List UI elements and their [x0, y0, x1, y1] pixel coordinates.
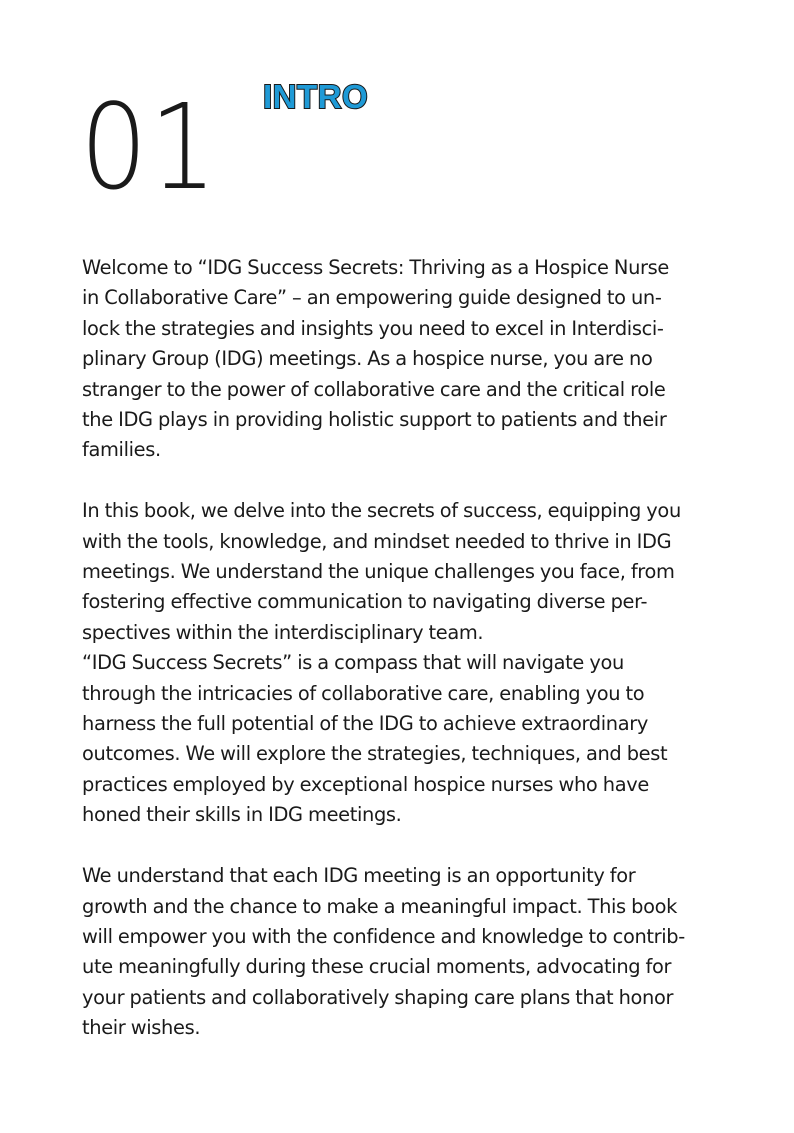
paragraph-in-this-book: In this book, we delve into the secrets of success, equipping you with the tools, knowledge, and mindset needed to thrive in IDG meetings. We understand the unique challenges you face, from fostering effective communication to navigating diverse per- spectives within the interdisciplinary team. — [82, 499, 681, 644]
paragraph-opportunity: We understand that each IDG meeting is an opportunity for growth and the chance to make a meaningful impact. This book will empower you with the confidence and knowledge to contrib- ute meaningfully during these crucial moments, advocating for your patients and collaboratively shaping care plans that honor their wishes. — [82, 864, 685, 1040]
section-title: INTRO — [263, 78, 369, 115]
body-text — [82, 253, 722, 1044]
chapter-number: 01 — [80, 78, 219, 216]
paragraph-compass: “IDG Success Secrets” is a compass that will navigate you through the intricacies of collaborative care, enabling you to harness the full potential of the IDG to achieve extraordinary outcomes. We will explore the strategies, techniques, and best practices employed by exceptional hospice nurses who have honed their skills in IDG meetings. — [82, 651, 668, 827]
paragraph-welcome: Welcome to “IDG Success Secrets: Thriving as a Hospice Nurse in Collaborative Care” – an empowering guide designed to un- lock the strategies and insights you need to excel in Interdisci- plinary Group (IDG) meetings. As a hospice nurse, you are no stranger to the power of collaborative care and the critical role the IDG plays in providing holistic support to patients and their families. — [82, 256, 669, 462]
